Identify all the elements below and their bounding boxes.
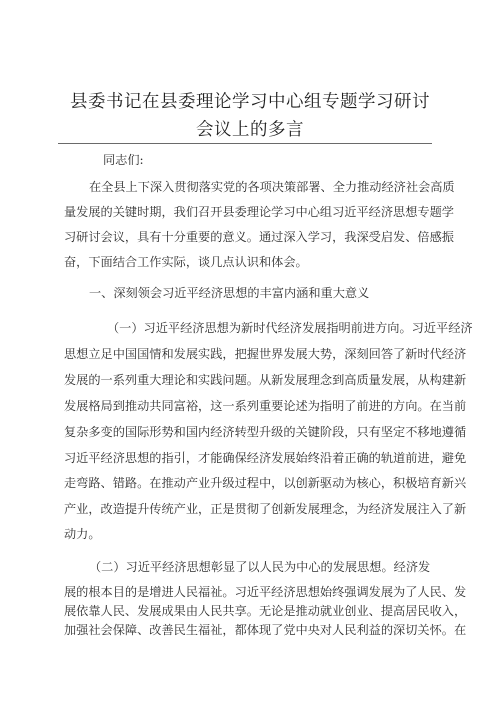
document-title-line-2: 会议上的多言 (196, 120, 304, 140)
section-heading-1: 一、深刻领会习近平经济思想的丰富内涵和重大意义 (89, 286, 370, 300)
paragraph-2-line-6: 习近平经济思想的指引，才能确保经济发展始终沿着正确的轨道前进，避免 (64, 451, 467, 465)
paragraph-1-line-4: 奋，下面结合工作实际，谈几点认识和体会。 (64, 255, 308, 269)
paragraph-2-line-4: 发展格局到推动共同富裕，这一系列重要论述为指明了前进的方向。在当前 (64, 399, 467, 413)
paragraph-2-line-7: 走弯路、错路。在推动产业升级过程中，以创新驱动为核心，积极培育新兴 (64, 476, 467, 490)
paragraph-2-line-5: 复杂多变的国际形势和国内经济转型升级的关键阶段，只有坚定不移地遵循 (64, 425, 467, 439)
paragraph-1-line-1: 在全县上下深入贯彻落实党的各项决策部署、全力推动经济社会高质 (89, 180, 455, 194)
paragraph-3-line-1: （二）习近平经济思想彰显了以人民为中心的发展思想。经济发 (89, 560, 431, 574)
paragraph-1-line-3: 习研讨会议，具有十分重要的意义。通过深入学习，我深受启发、倍感振 (64, 230, 454, 244)
paragraph-2-line-1: （一）习近平经济思想为新时代经济发展指明前进方向。习近平经济 (107, 321, 473, 335)
paragraph-2-line-3: 发展的一系列重大理论和实践问题。从新发展理念到高质量发展，从构建新 (64, 373, 467, 387)
salutation: 同志们: (103, 153, 144, 167)
paragraph-2-line-8: 产业，改造提升传统产业，正是贯彻了创新发展理念，为经济发展注入了新 (64, 502, 467, 516)
document-title-line-1: 县委书记在县委理论学习中心组专题学习研讨 (70, 92, 430, 112)
paragraph-3-line-4: 加强社会保障、改善民生福祉，都体现了党中央对人民利益的深切关怀。在 (64, 623, 467, 637)
paragraph-1-line-2: 量发展的关键时期，我们召开县委理论学习中心组习近平经济思想专题学 (64, 205, 454, 219)
title-divider (58, 143, 432, 144)
paragraph-2-line-2: 思想立足中国国情和发展实践，把握世界发展大势，深刻回答了新时代经济 (64, 347, 467, 361)
paragraph-3-line-3: 展依靠人民、发展成果由人民共享。无论是推动就业创业、提高居民收入， (64, 604, 467, 618)
paragraph-2-line-9: 动力。 (64, 527, 101, 541)
paragraph-3-line-2: 展的根本目的是增进人民福祉。习近平经济思想始终强调发展为了人民、发 (64, 585, 467, 599)
